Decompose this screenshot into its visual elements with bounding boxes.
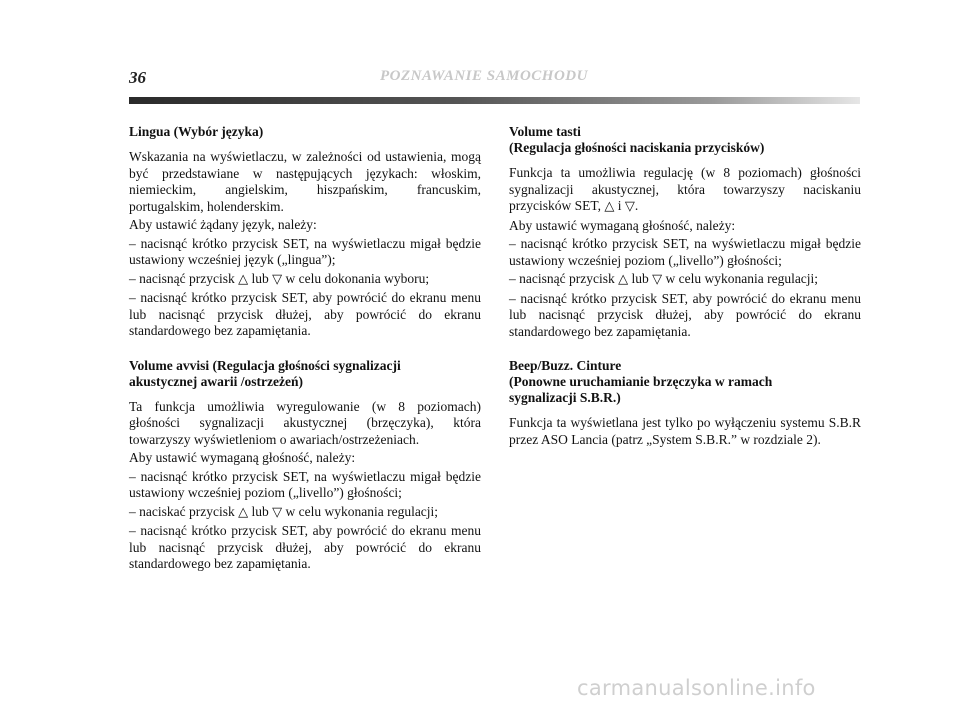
text: Funkcja ta umożliwia regulację (w 8 poziomach) głośności sygnalizacji akustycznej, która towarzyszy naciskaniu przycisków SET, [509, 165, 861, 213]
paragraph: – nacisnąć krótko przycisk SET, aby powrócić do ekranu menu lub nacisnąć przycisk dłużej, aby powrócić do ekranu standardowego bez zapamiętania. [129, 523, 481, 571]
section-title-line: (Ponowne uruchamianie brzęczyka w ramach [509, 374, 773, 389]
section-title [509, 124, 861, 156]
paragraph [129, 271, 481, 289]
paragraph: – nacisnąć krótko przycisk SET, na wyświetlaczu migał będzie ustawiony wcześniej język („lingua”); [129, 235, 481, 267]
paragraph [129, 504, 481, 522]
triangle-up-icon: △ [238, 504, 249, 520]
section-title-line: (Regulacja głośności naciskania przycisków) [509, 140, 765, 155]
left-column [129, 124, 481, 573]
triangle-up-icon: △ [238, 271, 249, 287]
text: – nacisnąć przycisk [129, 270, 235, 286]
section-title-line: Volume avvisi (Regulacja głośności sygnalizacji [129, 357, 401, 373]
text: lub [631, 271, 649, 286]
section-title [129, 124, 481, 140]
page-number: 36 [129, 68, 146, 87]
section-title-line: Volume tasti [509, 124, 581, 139]
header-rule [129, 97, 860, 104]
section-title [129, 358, 481, 390]
text: w celu dokonania wyboru; [285, 270, 430, 286]
triangle-down-icon: ▽ [624, 199, 635, 214]
paragraph: – nacisnąć krótko przycisk SET, aby powrócić do ekranu menu lub nacisnąć przycisk dłużej, aby powrócić do ekranu standardowego bez zapamiętania. [509, 290, 861, 339]
text: w celu wykonania regulacji; [665, 271, 819, 286]
section-lingua [129, 124, 481, 340]
paragraph: – nacisnąć krótko przycisk SET, na wyświetlaczu migał będzie ustawiony wcześniej poziom („livello”) głośności; [129, 468, 481, 500]
paragraph: Ta funkcja umożliwia wyregulowanie (w 8 poziomach) głośności sygnalizacji akustycznej (brzęczyka), która towarzyszy wyświetleniom o awariach/ostrzeżeniach. [129, 398, 481, 447]
section-volume-tasti [509, 124, 861, 340]
text: . [634, 198, 639, 213]
text: i [617, 198, 622, 213]
triangle-down-icon: ▽ [272, 504, 283, 520]
text: w celu wykonania regulacji; [285, 503, 439, 519]
section-title [509, 358, 861, 406]
text: – naciskać przycisk [129, 503, 235, 519]
paragraph: – nacisnąć krótko przycisk SET, na wyświetlaczu migał będzie ustawiony wcześniej poziom („livello”) głośności; [509, 236, 861, 268]
triangle-up-icon: △ [604, 199, 615, 214]
section-beep-buzz [509, 358, 861, 448]
text: lub [251, 270, 269, 286]
section-title-line: Beep/Buzz. Cinture [509, 358, 622, 373]
paragraph: Funkcja ta wyświetlana jest tylko po wyłączeniu systemu S.B.R przez ASO Lancia (patrz „System S.B.R.” w rozdziale 2). [509, 415, 861, 447]
triangle-down-icon: ▽ [272, 271, 283, 287]
section-title-line: sygnalizacji S.B.R.) [509, 390, 621, 405]
paragraph: – nacisnąć krótko przycisk SET, aby powrócić do ekranu menu lub nacisnąć przycisk dłużej, aby powrócić do ekranu standardowego bez zapamiętania. [129, 290, 481, 338]
paragraph: Aby ustawić wymaganą głośność, należy: [129, 450, 356, 465]
triangle-up-icon: △ [618, 272, 629, 287]
paragraph [509, 165, 861, 216]
text: lub [251, 503, 269, 519]
paragraph: Aby ustawić wymaganą głośność, należy: [509, 217, 736, 233]
paragraph [509, 271, 861, 289]
paragraph: Wskazania na wyświetlaczu, w zależności od ustawienia, mogą być przedstawiane w następujących językach: włoskim, niemieckim, angielskim, hiszpańskim, francuskim, portugalskim, holenderskim. [129, 149, 481, 214]
running-title: POZNAWANIE SAMOCHODU [380, 68, 588, 84]
text: – nacisnąć przycisk [509, 271, 615, 286]
triangle-down-icon: ▽ [652, 272, 663, 287]
section-title-text: Lingua (Wybór języka) [129, 124, 264, 139]
right-column [509, 124, 861, 448]
section-title-line: akustycznej awarii /ostrzeżeń) [129, 373, 303, 389]
section-volume-avvisi [129, 358, 481, 573]
watermark: carmanualsonline.info [577, 676, 816, 700]
paragraph: Aby ustawić żądany język, należy: [129, 217, 317, 232]
